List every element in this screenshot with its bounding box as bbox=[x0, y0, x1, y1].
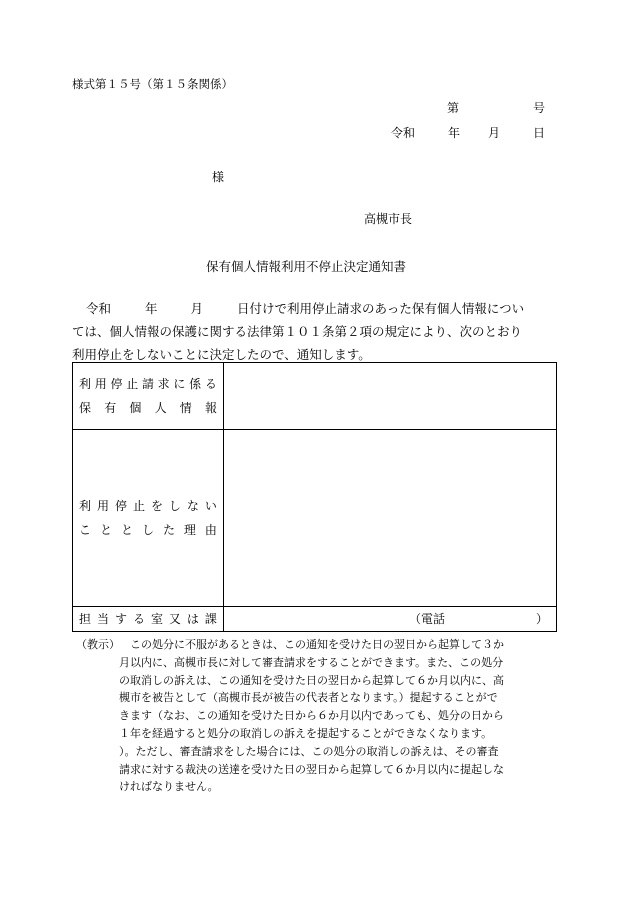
date-day-label: 日 bbox=[533, 126, 546, 140]
label-char: 又 bbox=[168, 612, 181, 626]
instruction-line: きます（なお、この通知を受けた日から６か月以内であっても、処分の日から bbox=[119, 709, 504, 723]
label-char: な bbox=[186, 499, 199, 513]
label-line bbox=[73, 396, 223, 420]
label-char: 請 bbox=[141, 377, 154, 391]
personal-info-value-cell[interactable] bbox=[224, 363, 557, 430]
instruction-line: １年を経過すると処分の取消しの訴えを提起することができなくなります。 bbox=[119, 726, 493, 740]
label-char: い bbox=[204, 499, 217, 513]
instruction-line: 槻市を被告として（高槻市長が被告の代表者となります。）提起することがで bbox=[119, 691, 498, 705]
phone-label: （電話 bbox=[409, 612, 446, 626]
date-year-label: 年 bbox=[448, 126, 461, 140]
label-department bbox=[73, 607, 224, 632]
label-char: 由 bbox=[204, 523, 217, 537]
instruction-line: この処分に不服があるときは、この通知を受けた日の翌日から起算して３か bbox=[130, 638, 504, 651]
body-line-1 bbox=[72, 297, 557, 320]
label-char: 停 bbox=[114, 499, 127, 513]
body-year: 年 bbox=[145, 301, 158, 316]
label-char: 用 bbox=[96, 499, 109, 513]
label-char: と bbox=[99, 523, 112, 537]
label-char: 個 bbox=[129, 401, 142, 415]
addressee-honorific: 様 bbox=[212, 170, 225, 184]
document-number-prefix: 第 bbox=[447, 101, 460, 115]
label-char: る bbox=[132, 612, 145, 626]
label-char: 担 bbox=[79, 612, 92, 626]
instruction-text bbox=[119, 636, 561, 796]
label-char: と bbox=[120, 523, 133, 537]
label-char: こ bbox=[79, 523, 92, 537]
info-table bbox=[72, 362, 557, 632]
label-char: を bbox=[150, 499, 163, 513]
notice-body bbox=[72, 297, 557, 366]
reason-value-cell[interactable] bbox=[224, 430, 557, 607]
label-char: に bbox=[173, 377, 186, 391]
label-char: 有 bbox=[104, 401, 117, 415]
label-char: 係 bbox=[189, 377, 202, 391]
body-month: 月 bbox=[190, 301, 204, 316]
label-char: 情 bbox=[179, 401, 192, 415]
body-line-2: ては、個人情報の保護に関する法律第１０１条第２項の規定により、次のとおり bbox=[72, 324, 523, 339]
instruction-line: ければなりません。 bbox=[119, 780, 219, 794]
label-char: す bbox=[114, 612, 127, 626]
document-number-suffix: 号 bbox=[533, 101, 546, 115]
date-era: 令和 bbox=[391, 126, 416, 140]
body-era: 令和 bbox=[86, 301, 112, 316]
label-line bbox=[73, 607, 223, 631]
label-char: し bbox=[141, 523, 154, 537]
instruction-label: （教示） bbox=[76, 638, 120, 651]
label-personal-info bbox=[73, 363, 224, 430]
label-char: 止 bbox=[126, 377, 139, 391]
label-char: 課 bbox=[204, 612, 217, 626]
label-char: 用 bbox=[94, 377, 107, 391]
label-char: る bbox=[204, 377, 217, 391]
phone-close-paren: ） bbox=[536, 612, 549, 626]
label-char: 停 bbox=[110, 377, 123, 391]
department-value-cell[interactable] bbox=[224, 607, 557, 632]
document-title: 保有個人情報利用不停止決定通知書 bbox=[206, 259, 407, 274]
form-number: 様式第１５号（第１５条関係） bbox=[72, 77, 233, 91]
label-char: 利 bbox=[79, 499, 92, 513]
issuer-name: 高槻市長 bbox=[364, 212, 413, 226]
instruction-line: の取消しの訴えは、この通知を受けた日の翌日から起算して６か月以内に、高 bbox=[119, 673, 504, 687]
label-char: 報 bbox=[204, 401, 217, 415]
label-char: 人 bbox=[154, 401, 167, 415]
body-line-1-rest: 日付けで利用停止請求のあった保有個人情報につい bbox=[237, 301, 525, 316]
table-row bbox=[73, 363, 557, 430]
label-char: 当 bbox=[96, 612, 109, 626]
instruction-line: 請求に対する裁決の送達を受けた日の翌日から起算して６か月以内に提起しな bbox=[119, 762, 504, 776]
label-char: 利 bbox=[79, 377, 92, 391]
label-line bbox=[73, 518, 223, 542]
label-char: た bbox=[162, 523, 175, 537]
label-char: 止 bbox=[132, 499, 145, 513]
instruction-line: ）。ただし、審査請求をした場合には、この処分の取消しの訴えは、その審査 bbox=[119, 744, 499, 758]
table-row bbox=[73, 430, 557, 607]
label-char: は bbox=[186, 612, 199, 626]
date-month-label: 月 bbox=[488, 126, 501, 140]
label-char: 理 bbox=[183, 523, 196, 537]
label-char: し bbox=[168, 499, 181, 513]
label-char: 求 bbox=[157, 377, 170, 391]
body-line-3: 利用停止をしないことに決定したので、通知します。 bbox=[72, 347, 371, 362]
label-char: 保 bbox=[79, 401, 92, 415]
instruction-line: 月以内に、高槻市長に対して審査請求をすることができます。また、この処分 bbox=[119, 655, 504, 669]
label-reason bbox=[73, 430, 224, 607]
label-char: 室 bbox=[150, 612, 163, 626]
label-line bbox=[73, 494, 223, 518]
table-row bbox=[73, 607, 557, 632]
label-line bbox=[73, 372, 223, 396]
